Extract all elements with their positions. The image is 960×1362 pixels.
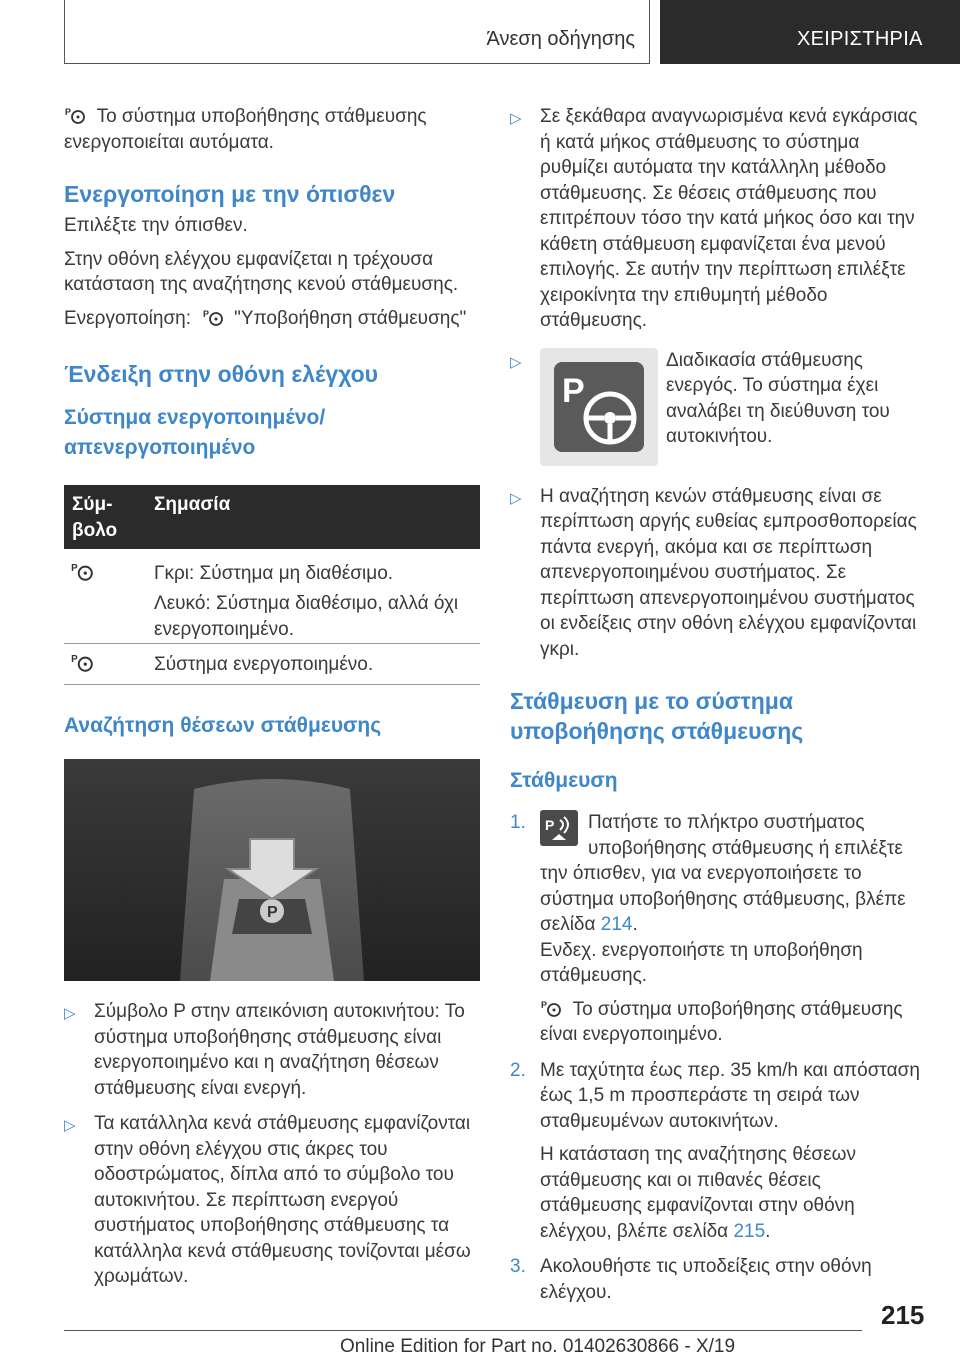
list-item-text: Διαδικασία στάθμευσης ενεργός. Το σύστημα έχει αναλάβει τη διεύθυνση του αυτοκινήτου. bbox=[666, 349, 890, 447]
step-number: 3. bbox=[510, 1256, 526, 1277]
symbol-table bbox=[64, 485, 480, 685]
intro-paragraph: P Το σύστημα υποβοήθησης στάθμευσης ενεργοποιείται αυτόματα. bbox=[64, 106, 427, 153]
parking-assist-icon bbox=[540, 999, 562, 1017]
list-item bbox=[510, 348, 926, 476]
table-header-symbol: Σύμ-βολο bbox=[72, 494, 118, 541]
table-cell: Γκρι: Σύστημα μη διαθέσιμο. bbox=[154, 563, 394, 584]
list-item bbox=[510, 104, 926, 334]
parking-assist-icon bbox=[70, 561, 94, 581]
paragraph-status: Στην οθόνη ελέγχου εμφανίζεται η τρέχουσα κατάσταση της αναζήτησης κενού στάθμευσης. bbox=[64, 248, 459, 295]
right-column bbox=[510, 104, 926, 1305]
svg-text:P: P bbox=[71, 563, 78, 574]
parking-assist-icon bbox=[64, 106, 86, 124]
paragraph-activation: Ενεργοποίηση: P "Υποβοήθηση στάθμευσης" bbox=[64, 307, 467, 329]
heading-system-status: Σύστημα ενεργοποιημένο/απενεργοποιημένο bbox=[64, 406, 326, 459]
parking-search-illustration bbox=[64, 759, 480, 981]
parking-assist-active-icon bbox=[70, 652, 94, 672]
page-number: 215 bbox=[881, 1300, 925, 1330]
heading-display: Ένδειξη στην οθόνη ελέγχου bbox=[64, 361, 379, 387]
step-text: Με ταχύτητα έως περ. 35 km/h και απόσταση έως 1,5 m προσπεράστε τη σειρά των σταθμευμένων αυτοκινήτων. bbox=[540, 1059, 920, 1132]
list-item-text: Σε ξεκάθαρα αναγνωρισμένα κενά εγκάρσιας ή κατά μήκος στάθμευσης το σύστημα ρυθμίζει αυτόματα την κατάλληλη μέθοδο στάθμευσης. Σε θέσεις στάθμευσης που επιτρέπουν τόσο την κατά μήκος όσο και την κάθετη στάθμευση εμφανίζεται ένα μενού επιλογής. Σε αυτήν την περίπτωση επιλέξτε χειροκίνητα την επιθυμητή μέθοδο στάθμευσης. bbox=[540, 106, 918, 331]
header-chapter-box bbox=[660, 0, 960, 64]
table-cell: Λευκό: Σύστημα διαθέσιμο, αλλά όχι ενεργοποιημένο. bbox=[154, 593, 459, 640]
triangle-bullet-icon: ▷ bbox=[510, 353, 522, 371]
step-2 bbox=[510, 1058, 926, 1245]
svg-text:P: P bbox=[71, 654, 78, 665]
table-row bbox=[64, 549, 480, 644]
heading-reverse: Ενεργοποίηση με την όπισθεν bbox=[64, 181, 396, 207]
header-chapter-title: ΧΕΙΡΙΣΤΗΡΙΑ bbox=[797, 28, 923, 50]
list-item-text: Τα κατάλληλα κενά στάθμευσης εμφανίζονται στην οθόνη ελέγχου στις άκρες του οδοστρώματος, δίπλα από το σύμβολο του αυτοκινήτου. Σε περίπτωση ενεργού συστήματος υποβοήθησης στάθμευσης τα κατάλληλα κενά στάθμευσης τονίζονται μέσω χρωμάτων. bbox=[94, 1113, 471, 1287]
footer-divider bbox=[64, 1330, 862, 1331]
table-cell: Σύστημα ενεργοποιημένο. bbox=[154, 654, 374, 675]
steering-parking-icon bbox=[540, 348, 658, 466]
triangle-bullet-icon: ▷ bbox=[64, 1117, 76, 1134]
list-item bbox=[64, 1111, 482, 1290]
step-text: Η κατάσταση της αναζήτησης θέσεων στάθμευσης και οι πιθανές θέσεις στάθμευσης εμφανίζονται στην οθόνη ελέγχου, βλέπε σελίδα 215. bbox=[540, 1144, 856, 1242]
step-text: Ακολουθήστε τις υποδείξεις στην οθόνη ελέγχου. bbox=[540, 1256, 872, 1303]
svg-text:P: P bbox=[541, 999, 548, 1010]
step-number: 2. bbox=[510, 1059, 526, 1081]
step-3 bbox=[510, 1254, 926, 1305]
parking-assist-button-icon bbox=[540, 810, 578, 846]
page-link-214[interactable]: 214 bbox=[600, 914, 633, 935]
table-header-meaning: Σημασία bbox=[154, 494, 231, 515]
triangle-bullet-icon: ▷ bbox=[510, 110, 522, 127]
triangle-bullet-icon: ▷ bbox=[510, 489, 522, 507]
svg-text:P: P bbox=[65, 107, 72, 117]
step-text: P Το σύστημα υποβοήθησης στάθμευσης είναι ενεργοποιημένο. bbox=[540, 998, 903, 1045]
paragraph-select-reverse: Επιλέξτε την όπισθεν. bbox=[64, 215, 248, 236]
svg-text:P: P bbox=[267, 904, 278, 921]
page-link-215[interactable]: 215 bbox=[733, 1220, 766, 1242]
left-column bbox=[64, 104, 482, 1290]
list-item bbox=[64, 999, 482, 1101]
step-text: P Πατήστε το πλήκτρο συστήματος υποβοήθησης στάθμευσης ή επιλέξτε την όπισθεν, για να ενεργοποιήσετε το σύστημα υποβοήθησης στάθμευσης, βλέπε σελίδα 214. bbox=[540, 812, 906, 935]
list-item bbox=[510, 484, 926, 663]
heading-park-with-assist: Στάθμευση με το σύστημα υποβοήθησης στάθμευσης bbox=[510, 688, 804, 744]
list-item-text: Σύμβολο P στην απεικόνιση αυτοκινήτου: Το σύστημα υποβοήθησης στάθμευσης είναι ενεργοποιημένο και η αναζήτηση θέσεων στάθμευσης είναι ενεργή. bbox=[94, 1001, 465, 1099]
table-header bbox=[64, 485, 480, 549]
list-item-text: Η αναζήτηση κενών στάθμευσης είναι σε περίπτωση αργής ευθείας εμπροσθοπορείας πάντα ενεργή, ακόμα και σε περίπτωση απενεργοποιημένου συστήματος. Σε περίπτωση απενεργοποιημένου συστήματος οι ενδείξεις στην οθόνη ελέγχου εμφανίζονται γκρι. bbox=[540, 485, 917, 660]
svg-text:P: P bbox=[562, 371, 585, 410]
parking-assist-icon bbox=[202, 308, 224, 326]
step-text: Ενδεχ. ενεργοποιήστε τη υποβοήθηση στάθμευσης. bbox=[540, 939, 863, 986]
table-row bbox=[64, 644, 480, 685]
heading-search: Αναζήτηση θέσεων στάθμευσης bbox=[64, 714, 382, 737]
header-section-box bbox=[64, 0, 650, 64]
svg-text:P: P bbox=[545, 817, 555, 833]
triangle-bullet-icon: ▷ bbox=[64, 1005, 76, 1022]
svg-text:P: P bbox=[202, 308, 209, 319]
heading-parking: Στάθμευση bbox=[510, 769, 618, 792]
step-1 bbox=[510, 810, 926, 1048]
header-section-title: Άνεση οδήγησης bbox=[486, 28, 635, 50]
footer-edition: Online Edition for Part no. 01402630866 - X/19 bbox=[340, 1336, 736, 1357]
step-number: 1. bbox=[510, 812, 526, 833]
